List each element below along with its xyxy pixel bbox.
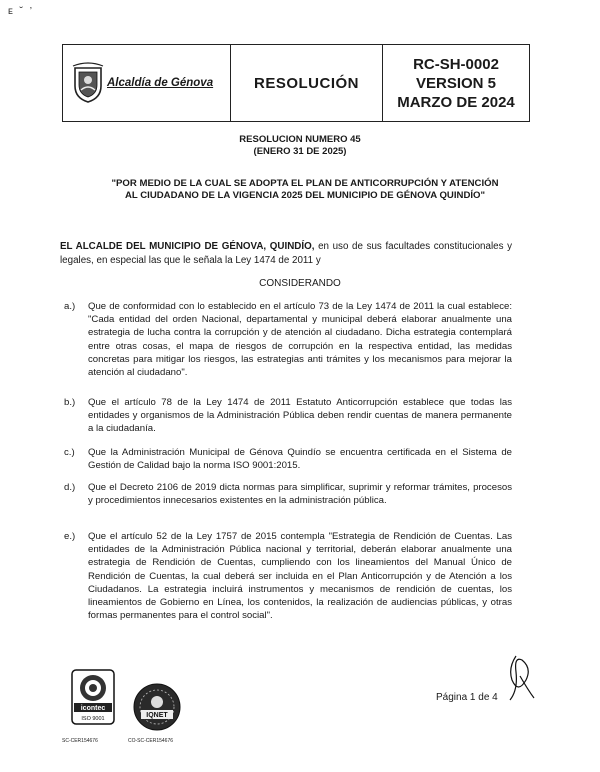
considerando-heading: CONSIDERANDO (259, 278, 341, 289)
resolution-number: RESOLUCION NUMERO 45 (239, 134, 361, 145)
document-version: VERSION 5 (415, 74, 497, 92)
intro-bold: EL ALCALDE DEL MUNICIPIO DE GÉNOVA, QUINDÍO, (60, 241, 315, 252)
item-text: Que el artículo 52 de la Ley 1757 de 2015 contempla "Estrategia de Rendición de Cuentas. Las entidades de la Administración Pública nacional y territorial, deberán elaborar anualmente una estrategia de Rendición de Cuentas, cumpliendo con los lineamientos del Manual Único de Rendición de Cuentas, la cual deberá ser incluida en el Plan Anticorrupción y de Atención a los Ciudadanos. La estrategia incluirá instrumentos y mecanismos de rendición de cuentas, los lineamientos de Gobierno en Línea, los contenidos, la realización de audiencias públicas, y otras formas permanentes para el control social". (88, 531, 512, 622)
item-text: Que el Decreto 2106 de 2019 dicta normas para simplificar, suprimir y reformar trámites, procesos y procedimientos innecesarios existentes en la administración pública. (88, 482, 512, 507)
document-date: MARZO DE 2024 (397, 93, 515, 111)
item-letter: b.) (64, 397, 76, 408)
municipal-shield-icon (71, 62, 105, 104)
considerando-item (64, 300, 512, 379)
considerando-item (64, 481, 512, 507)
resolution-heading (0, 134, 600, 158)
item-letter: d.) (64, 482, 76, 493)
icontec-code: SC-CER154676 (62, 738, 98, 744)
iqnet-label: IQNET (146, 712, 168, 719)
resolution-subject: "POR MEDIO DE LA CUAL SE ADOPTA EL PLAN DE ANTICORRUPCIÓN Y ATENCIÓN AL CIUDADANO DE LA VIGENCIA 2025 DEL MUNICIPIO DE GÉNOVA QUINDÍO" (111, 178, 499, 201)
logo-text: Alcaldía de Génova (107, 77, 214, 89)
signature-mark (498, 650, 538, 706)
icontec-seal-icon (70, 668, 116, 726)
considerando-item (64, 396, 512, 436)
icontec-label: icontec (80, 705, 106, 712)
item-text: Que la Administración Municipal de Génova Quindío se encuentra certificada en el Sistema de Gestión de Calidad bajo la norma ISO 9001:2015. (88, 447, 512, 472)
document-code: RC-SH-0002 (413, 55, 499, 73)
header-title: RESOLUCIÓN (231, 45, 383, 121)
item-letter: e.) (64, 531, 76, 542)
scan-mark: ᴇ ˘ ’ (8, 6, 35, 17)
considerando-item (64, 446, 512, 472)
header-code-cell (383, 45, 529, 121)
intro-rest: en uso de sus facultades constitucionales y legales, en especial las que le señala la Ley 1474 de 2011 y (60, 241, 513, 266)
iqnet-seal-icon (132, 682, 182, 732)
iso-label: ISO 9001 (81, 716, 105, 722)
considerando-item (64, 530, 512, 622)
item-letter: a.) (64, 301, 76, 312)
iqnet-code: CO-SC-CER154676 (128, 738, 174, 744)
intro-paragraph (60, 240, 512, 268)
item-text: Que el artículo 78 de la Ley 1474 de 2011 Estatuto Anticorrupción establece que todas las entidades y organismos de la Administración Pública deben rendir cuentas de manera permanente a la ciudadanía. (88, 397, 512, 435)
header-logo-cell (63, 45, 231, 121)
item-text: Que de conformidad con lo establecido en el artículo 73 de la Ley 1474 de 2011 la cual establece: "Cada entidad del orden Nacional, departamental y municipal deberá elaborar anualmente una estrategia de lucha contra la corrupción y de atención al ciudadano. Dicha estrategia contemplará entre otras cosas, el mapa de riesgos de corrupción en la respectiva entidad, las medidas concretas para mitigar los riesgos, las estrategias anti trámites y los mecanismos para mejorar la atención al ciudadano". (88, 301, 512, 379)
document-header (62, 44, 530, 122)
item-letter: c.) (64, 447, 75, 458)
page-number: Página 1 de 4 (436, 692, 498, 703)
resolution-date: (ENERO 31 DE 2025) (253, 146, 347, 157)
